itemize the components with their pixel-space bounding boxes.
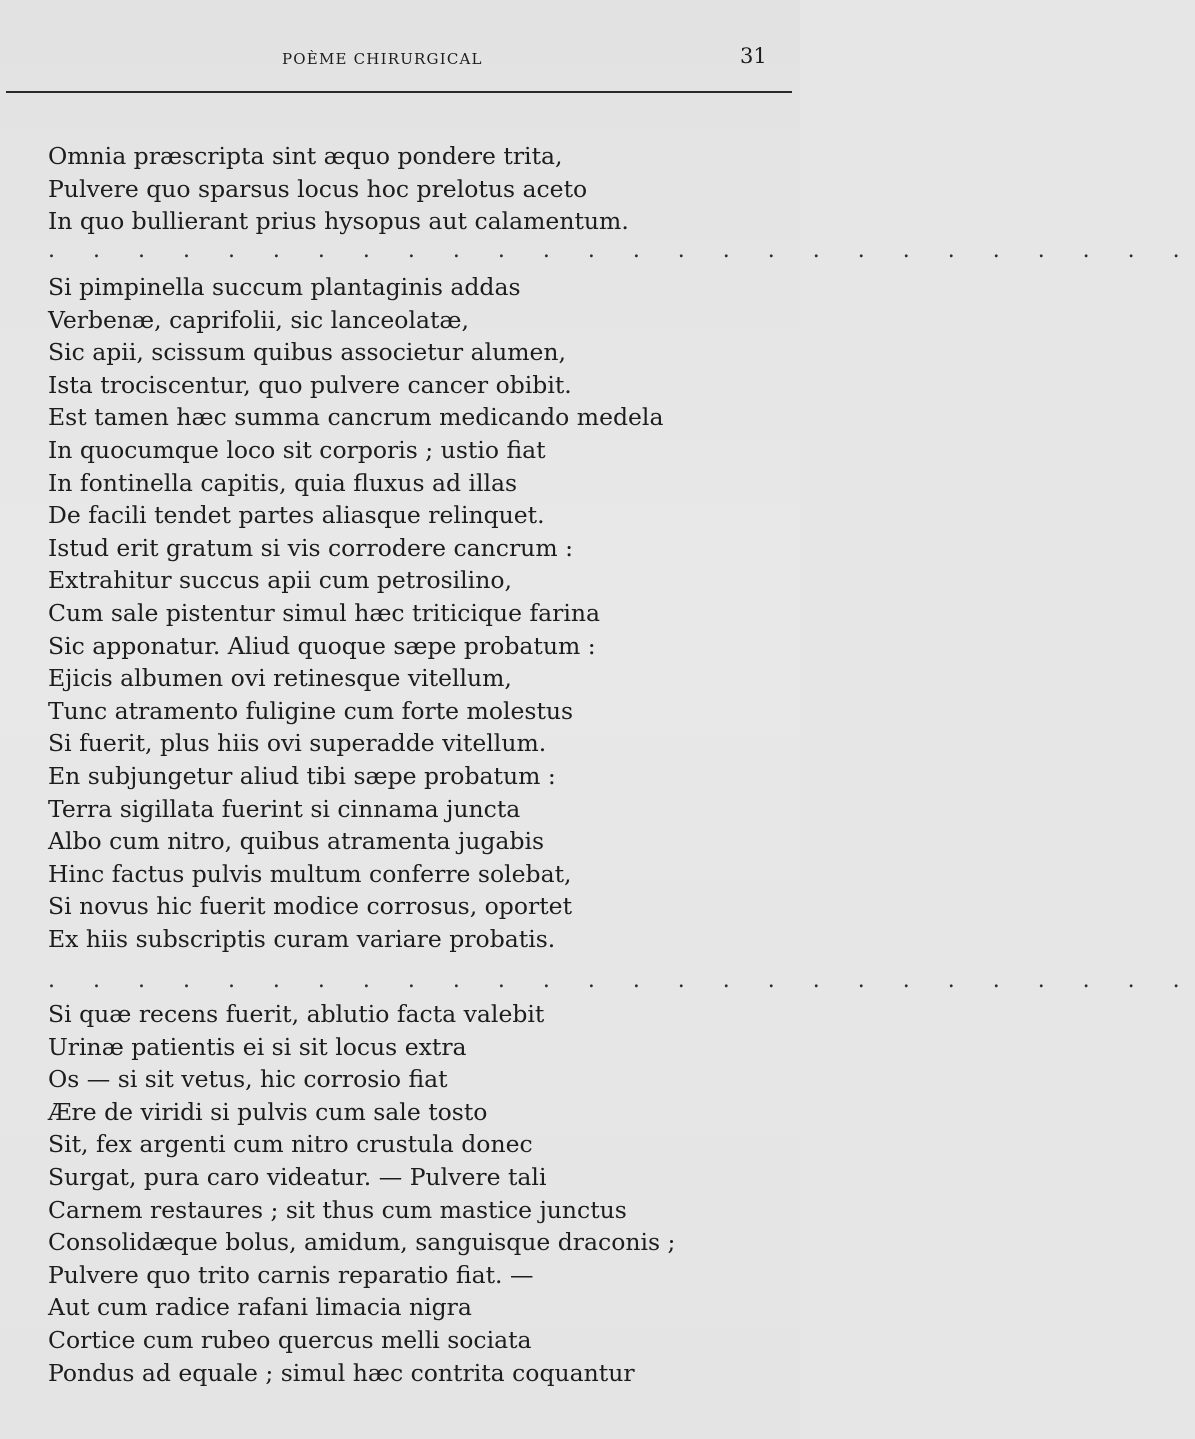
verse-line: Si novus hic fuerit modice corrosus, oportet (48, 892, 573, 921)
verse-line: Istud erit gratum si vis corrodere cancrum : (48, 533, 573, 562)
verse-block-2 (48, 271, 663, 955)
verse-line: In quocumque loco sit corporis ; ustio fiat (48, 435, 546, 464)
verse-line: Sit, fex argenti cum nitro crustula donec (48, 1130, 533, 1159)
verse-line: In quo bullierant prius hysopus aut calamentum. (48, 207, 629, 236)
verse-block-3 (48, 998, 675, 1389)
verse-line: Ejicis albumen ovi retinesque vitellum, (48, 664, 512, 693)
verse-line: Pulvere quo trito carnis reparatio fiat. — (48, 1260, 534, 1289)
verse-line: Consolidæque bolus, amidum, sanguisque draconis ; (48, 1228, 676, 1257)
verse-line: Si quæ recens fuerit, ablutio facta valebit (48, 1000, 545, 1028)
running-title: POÈME CHIRURGICAL (282, 50, 483, 68)
verse-line: Pondus ad equale ; simul hæc contrita coquantur (48, 1358, 635, 1387)
verse-block-1 (48, 140, 629, 238)
verse-line: Carnem restaures ; sit thus cum mastice junctus (48, 1195, 627, 1224)
verse-line: Extrahitur succus apii cum petrosilino, (48, 566, 512, 595)
verse-line: Cum sale pistentur simul hæc triticique farina (48, 598, 601, 627)
page-number: 31 (740, 44, 767, 68)
verse-line: Ex hiis subscriptis curam variare probatis. (48, 924, 556, 953)
verse-line: In fontinella capitis, quia fluxus ad illas (48, 468, 518, 497)
verse-line: Sic apponatur. Aliud quoque sæpe probatum : (48, 631, 596, 660)
verse-line: Si pimpinella succum plantaginis addas (48, 273, 521, 301)
ellipsis-separator: . . . . . . . . . . . . . . . . . . . . . . . . . . (48, 238, 1195, 263)
verse-line: Ære de viridi si pulvis cum sale tosto (48, 1097, 488, 1126)
verse-line: Omnia præscripta sint æquo pondere trita, (48, 142, 563, 170)
verse-line: Pulvere quo sparsus locus hoc prelotus aceto (48, 174, 588, 203)
verse-line: Albo cum nitro, quibus atramenta jugabis (48, 827, 545, 856)
verse-line: Terra sigillata fuerint si cinnama juncta (48, 794, 521, 823)
verse-line: Surgat, pura caro videatur. — Pulvere tali (48, 1162, 547, 1191)
verse-line: Aut cum radice rafani limacia nigra (48, 1293, 472, 1322)
verse-line: Urinæ patientis ei si sit locus extra (48, 1032, 467, 1061)
verse-line: Cortice cum rubeo quercus melli sociata (48, 1325, 532, 1354)
verse-line: En subjungetur aliud tibi sæpe probatum : (48, 761, 556, 790)
verse-line: Ista trociscentur, quo pulvere cancer obibit. (48, 370, 572, 399)
verse-line: Hinc factus pulvis multum conferre solebat, (48, 859, 572, 888)
page-header (0, 42, 800, 78)
ellipsis-separator: . . . . . . . . . . . . . . . . . . . . . . . . . . (48, 968, 1195, 993)
header-rule (6, 91, 792, 93)
verse-line: Tunc atramento fuligine cum forte molestus (48, 696, 574, 725)
verse-line: Sic apii, scissum quibus associetur alumen, (48, 338, 567, 367)
verse-line: Os — si sit vetus, hic corrosio fiat (48, 1065, 448, 1094)
verse-line: Est tamen hæc summa cancrum medicando medela (48, 403, 664, 432)
verse-line: Verbenæ, caprifolii, sic lanceolatæ, (48, 305, 469, 334)
verse-line: Si fuerit, plus hiis ovi superadde vitellum. (48, 729, 547, 758)
verse-line: De facili tendet partes aliasque relinquet. (48, 501, 545, 530)
